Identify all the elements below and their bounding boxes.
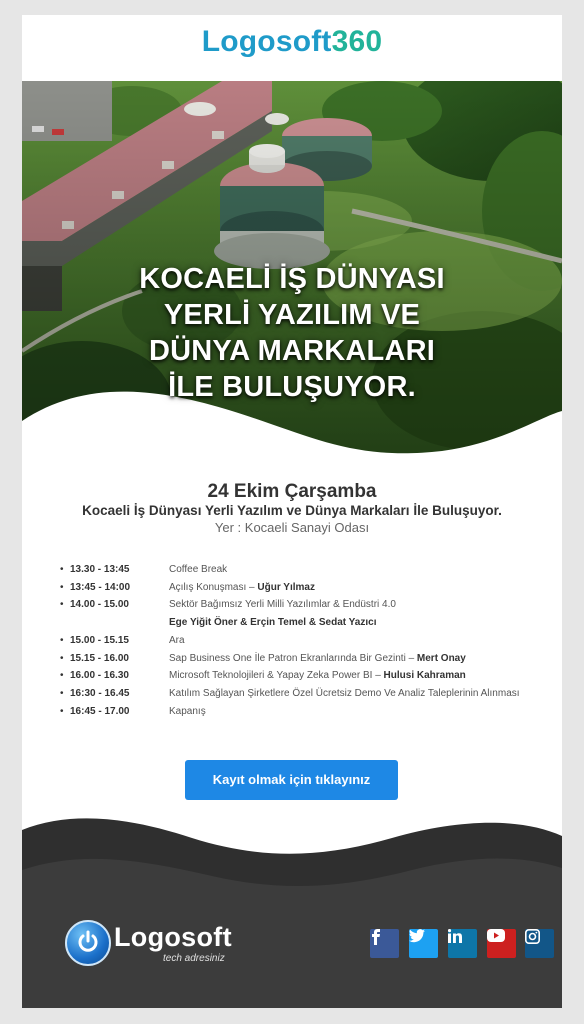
bullet: •	[60, 634, 64, 646]
agenda-time: 15.00 - 15.15	[70, 634, 129, 646]
agenda-desc-text: Ara	[169, 634, 185, 646]
bullet: •	[60, 670, 64, 682]
agenda-desc-text: Sektör Bağımsız Yerli Milli Yazılımlar & Endüstri 4.0	[169, 599, 396, 611]
agenda-item	[60, 561, 530, 579]
agenda-desc	[169, 632, 530, 650]
agenda-time: 13:45 - 14:00	[70, 581, 131, 593]
agenda-desc	[169, 596, 530, 614]
agenda-item	[60, 632, 530, 650]
hero-title-line: YERLİ YAZILIM VE	[163, 299, 421, 331]
youtube-icon[interactable]	[487, 929, 516, 958]
agenda-desc	[169, 703, 530, 721]
agenda-item	[60, 579, 530, 597]
footer-background	[22, 810, 562, 1008]
agenda-time: 16:45 - 17.00	[70, 705, 130, 717]
event-date: 24 Ekim Çarşamba	[207, 481, 377, 502]
agenda-desc	[169, 685, 530, 703]
bullet: •	[60, 564, 64, 575]
agenda-time: 14.00 - 15.00	[70, 599, 129, 611]
footer	[22, 810, 562, 1008]
agenda-desc	[169, 579, 530, 597]
agenda-desc	[169, 667, 530, 685]
agenda-time: 16:30 - 16.45	[70, 687, 130, 699]
hero-title	[22, 261, 562, 405]
agenda-item	[60, 596, 530, 631]
footer-tagline: tech adresiniz	[163, 953, 225, 964]
bullet: •	[60, 652, 64, 664]
agenda-item	[60, 667, 530, 685]
hero-title-line: DÜNYA MARKALARI	[148, 335, 436, 367]
hero-banner	[22, 81, 562, 481]
agenda-desc-text: Coffee Break	[169, 564, 228, 575]
twitter-icon[interactable]	[409, 929, 438, 958]
agenda-speaker: Uğur Yılmaz	[257, 581, 315, 593]
agenda-list	[60, 561, 530, 720]
agenda-item	[60, 703, 530, 721]
register-button[interactable]: Kayıt olmak için tıklayınız	[185, 760, 398, 800]
agenda-time: 15.15 - 16.00	[70, 652, 129, 664]
agenda-desc-text: Katılım Sağlayan Şirketlere Özel Ücretsiz Demo Ve Analiz Taleplerinin Alınması	[169, 687, 520, 699]
event-subtitle: Kocaeli İş Dünyası Yerli Yazılım ve Dünya Markaları İle Buluşuyor.	[82, 503, 502, 518]
agenda-speakers: Ege Yiğit Öner & Erçin Temel & Sedat Yazıcı	[169, 617, 377, 629]
brand-logo-number: 360	[331, 25, 383, 58]
agenda-speaker: Mert Onay	[416, 652, 466, 664]
bullet: •	[60, 599, 64, 611]
agenda-desc-text: Açılış Konuşması –	[169, 581, 258, 593]
footer-logo[interactable]	[65, 920, 255, 970]
agenda-time: 16.00 - 16.30	[70, 670, 129, 682]
agenda-desc-text: Microsoft Teknolojileri & Yapay Zeka Power BI –	[169, 670, 384, 682]
instagram-icon[interactable]	[525, 929, 554, 958]
brand-logo-text: Logosoft	[201, 25, 332, 58]
agenda-item	[60, 685, 530, 703]
header	[22, 15, 562, 81]
agenda-desc-text: Kapanış	[169, 705, 206, 717]
agenda-speaker: Hulusi Kahraman	[383, 670, 466, 682]
agenda-desc	[169, 650, 530, 668]
bullet: •	[60, 687, 64, 699]
agenda-desc	[169, 561, 530, 579]
hero-title-line: KOCAELİ İŞ DÜNYASI	[139, 263, 445, 295]
footer-logo-name: Logosoft	[114, 922, 232, 952]
brand-logo[interactable]	[22, 25, 562, 59]
hero-title-line: İLE BULUŞUYOR.	[168, 371, 416, 403]
agenda-item	[60, 650, 530, 668]
bullet: •	[60, 705, 64, 717]
agenda-desc-text: Sap Business One İle Patron Ekranlarında Bir Gezinti –	[169, 652, 417, 664]
newsletter-card	[22, 15, 562, 1008]
facebook-icon[interactable]	[370, 929, 399, 958]
bullet: •	[60, 581, 64, 593]
linkedin-icon[interactable]	[448, 929, 477, 958]
event-location: Yer : Kocaeli Sanayi Odası	[214, 520, 370, 535]
agenda-time: 13.30 - 13:45	[70, 564, 130, 575]
power-icon	[65, 920, 111, 966]
